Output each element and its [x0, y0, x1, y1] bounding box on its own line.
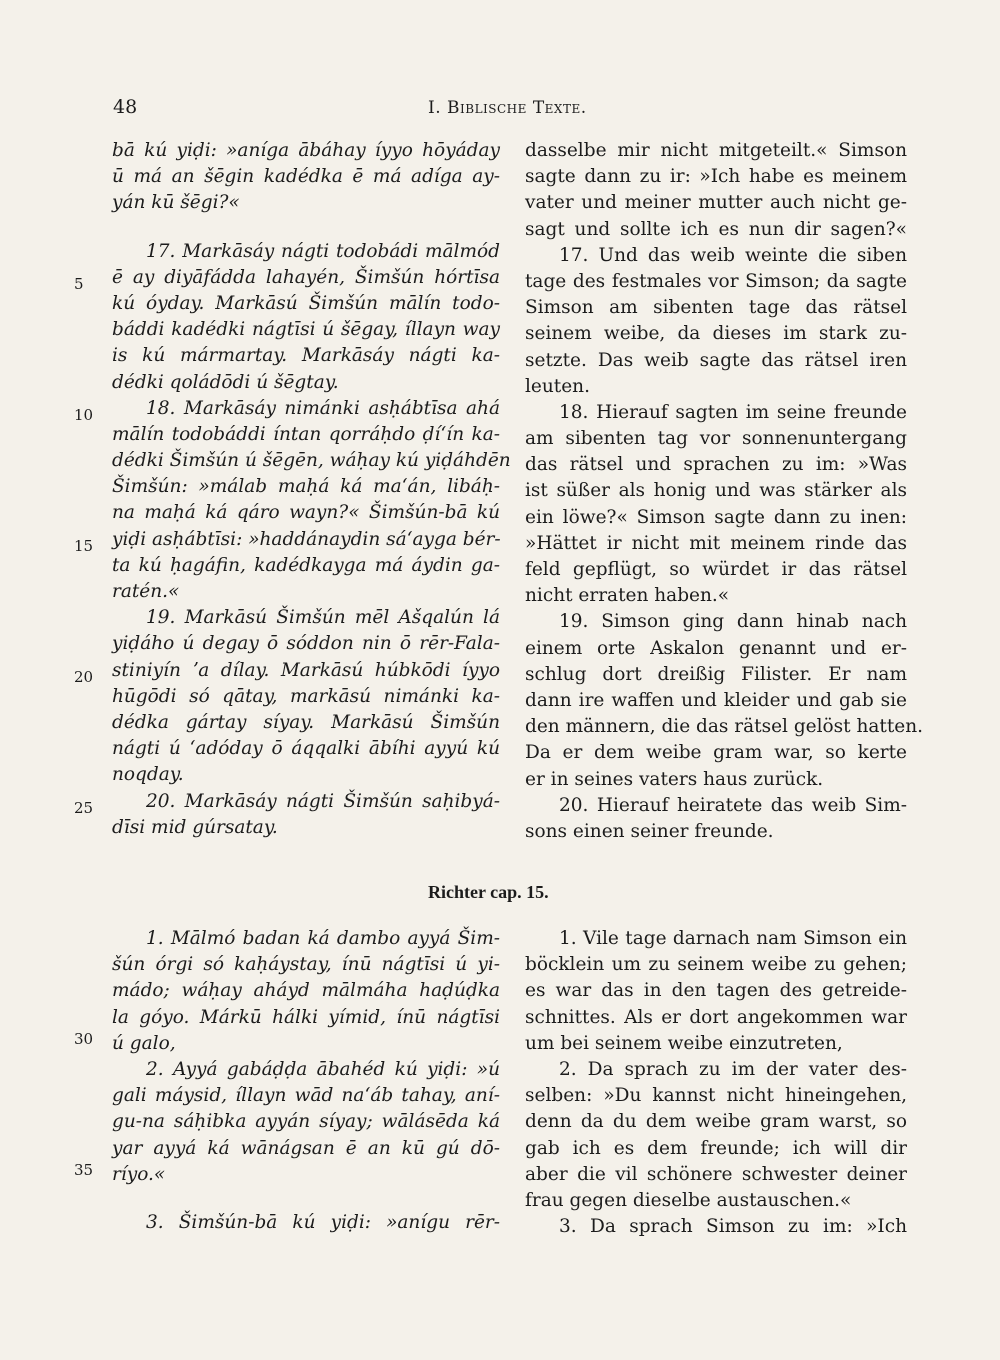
text-line: feld gepflügt, so würdet ir das rätsel: [525, 559, 907, 580]
somali-column-top: [112, 138, 511, 841]
text-line: 3. Šimšún-bā kú yiḍi: »anígu rēr-: [146, 1211, 500, 1233]
text-line: 19. Markāsú Šimšún mēl Ašqalún lá: [146, 607, 500, 629]
line-number: 15: [74, 537, 94, 555]
text-line: dédki qoládōdi ú šēgtay.: [112, 371, 339, 393]
text-line: aber die vil schönere schwester deiner: [525, 1163, 907, 1185]
text-line: is kú mármartay. Markāsáy nágti ka-: [112, 345, 500, 367]
text-line: la góyo. Márkū hálki yímid, ínū nágtīsi: [112, 1006, 500, 1028]
text-line: sagte dann zu ir: »Ich habe es meinem: [525, 166, 907, 188]
text-line: schlug dort dreißig Filister. Er nam: [525, 663, 907, 685]
text-line: einem orte Askalon genannt und er-: [525, 637, 907, 659]
text-line: ē ay diyāfádda lahayén, Šimšún hórtīsa: [112, 266, 500, 288]
text-line: Šimšún: »málab maḥá ká maʻán, libáḥ-: [112, 476, 500, 498]
text-line: yiḍáho ú degay ō sóddon nin ō rēr-Fala-: [112, 633, 500, 655]
text-line: dédki Šimšún ú šēgēn, wáḥay kú yiḍáhdēn: [112, 450, 511, 472]
text-line: Simson am sibenten tage das rätsel: [525, 297, 907, 319]
text-line: 3. Da sprach Simson zu im: »Ich: [559, 1216, 907, 1238]
text-line: frau gegen dieselbe austauschen.«: [525, 1189, 852, 1211]
text-line: na maḥá ká qáro wayn?« Šimšún-bā kú: [112, 502, 500, 524]
text-line: schnittes. Als er dort angekommen war: [525, 1006, 907, 1028]
text-line: seinem weibe, da dieses im stark zu-: [525, 323, 907, 345]
section-heading: Richter cap. 15.: [428, 882, 549, 902]
text-line: noqday.: [112, 764, 184, 786]
text-line: er in seines vaters haus zurück.: [525, 768, 824, 790]
text-line: 2. Da sprach zu im der vater des-: [559, 1058, 907, 1080]
text-line: ū má an šēgin kadédka ē má adíga ay-: [112, 166, 500, 188]
text-line: es war das in den tagen des getreide-: [525, 980, 907, 1002]
text-line: denn da du dem weibe gram warst, so: [525, 1111, 907, 1133]
text-line: setzte. Das weib sagte das rätsel iren: [525, 349, 907, 371]
text-line: nicht erraten haben.«: [525, 585, 730, 607]
text-line: ein löwe?« Simson sagte dann zu inen:: [525, 506, 907, 528]
text-line: yiḍi asḥábtīsi: »haddánaydin sáʻayga bér-: [112, 528, 501, 550]
text-line: am sibenten tag vor sonnenuntergang: [525, 428, 907, 450]
text-line: stiniyín ʼa dílay. Markāsú húbkōdi íyyo: [112, 659, 500, 681]
text-line: ist süßer als honig und was stärker als: [525, 480, 907, 502]
text-line: 18. Markāsáy nimánki asḥábtīsa ahá: [146, 397, 500, 419]
text-line: dédka gártay síyay. Markāsú Šimšún: [112, 711, 500, 733]
text-line: »Hättet ir nicht mit meinem rinde das: [525, 532, 907, 554]
text-line: tage des festmales vor Simson; da sagte: [525, 270, 907, 292]
text-line: 19. Simson ging dann hinab nach: [559, 611, 907, 633]
text-line: 17. Und das weib weinte die siben: [559, 244, 907, 266]
text-line: vater und meiner mutter auch nicht ge-: [525, 192, 907, 214]
text-line: báddi kadédki nágtīsi ú šēgay, íllayn way: [112, 319, 500, 341]
text-line: ratén.«: [112, 581, 180, 602]
text-line: dasselbe mir nicht mitgeteilt.« Simson: [525, 140, 907, 161]
text-line: 18. Hierauf sagten im seine freunde: [559, 401, 907, 423]
german-column-bottom: [525, 926, 907, 1240]
text-line: böcklein um zu seinem weibe zu gehen;: [525, 954, 907, 976]
text-line: gab ich es dem freunde; ich will dir: [525, 1137, 907, 1159]
line-number: 5: [74, 275, 84, 293]
text-line: šún órgi só kaḥáystay, ínū nágtīsi ú yi-: [112, 954, 500, 976]
text-line: kú óyday. Markāsú Šimšún mālín todo-: [112, 292, 500, 314]
text-line: bā kú yiḍi: »aníga ābáhay íyyo hōyáday: [112, 140, 500, 161]
text-line: selben: »Du kannst nicht hineingehen,: [525, 1085, 907, 1107]
text-line: mālín todobáddi íntan qorráḥdo ḍíʻín ka-: [112, 423, 500, 445]
text-line: leuten.: [525, 375, 590, 397]
german-column-top: [525, 138, 924, 845]
text-line: dann ire waffen und kleider und gab sie: [525, 689, 907, 711]
line-number: 25: [74, 799, 94, 817]
text-line: 20. Markāsáy nágti Šimšún saḥibyá-: [146, 790, 500, 812]
text-line: das rätsel und sprachen zu im: »Was: [525, 454, 907, 476]
text-line: 17. Markāsáy nágti todobádi mālmód: [146, 240, 500, 262]
text-line: 1. Vile tage darnach nam Simson ein: [559, 928, 907, 949]
text-line: sagt und sollte ich es nun dir sagen?«: [525, 218, 907, 240]
text-line: den männern, die das rätsel gelöst hatten.: [525, 716, 924, 738]
text-line: mádo; wáḥay aháyd mālmáha haḍúḍka: [112, 980, 500, 1002]
text-line: gali máysid, íllayn wād naʻáb tahay, aní-: [112, 1085, 500, 1107]
text-line: hūgōdi só qātay, markāsú nimánki ka-: [112, 685, 500, 707]
line-number: 10: [74, 406, 94, 424]
somali-column-bottom: [112, 926, 500, 1236]
text-line: Da er dem weibe gram war, so kerte: [525, 742, 907, 764]
text-line: um bei seinem weibe einzutreten,: [525, 1032, 843, 1054]
running-head: I. Biblische Texte.: [428, 98, 587, 118]
text-line: 2. Ayyá gabáḍḍa ābahéd kú yiḍi: »ú: [146, 1058, 500, 1080]
page-number: 48: [113, 96, 138, 118]
text-line: dīsi mid gúrsatay.: [112, 816, 278, 838]
text-line: yán kū šēgi?«: [112, 192, 240, 214]
text-line: ta kú ḥagáfin, kadédkayga má áydin ga-: [112, 554, 500, 576]
text-line: sons einen seiner freunde.: [525, 820, 774, 842]
text-line: 1. Mālmó badan ká dambo ayyá Šim-: [146, 928, 500, 949]
line-number: 35: [74, 1161, 94, 1179]
line-number: 20: [74, 668, 94, 686]
text-line: yar ayyá ká wānágsan ē an kū gú dō-: [112, 1137, 500, 1159]
text-line: nágti ú ʻadóday ō áqqalki ābíhi ayyú kú: [112, 738, 500, 760]
text-line: 20. Hierauf heiratete das weib Sim-: [559, 794, 907, 816]
line-number: 30: [74, 1030, 94, 1048]
text-line: ú galo,: [112, 1032, 176, 1054]
text-line: gu-na sáḥibka ayyán síyay; wālásēda ká: [112, 1111, 500, 1133]
text-line: ríyo.«: [112, 1163, 166, 1185]
